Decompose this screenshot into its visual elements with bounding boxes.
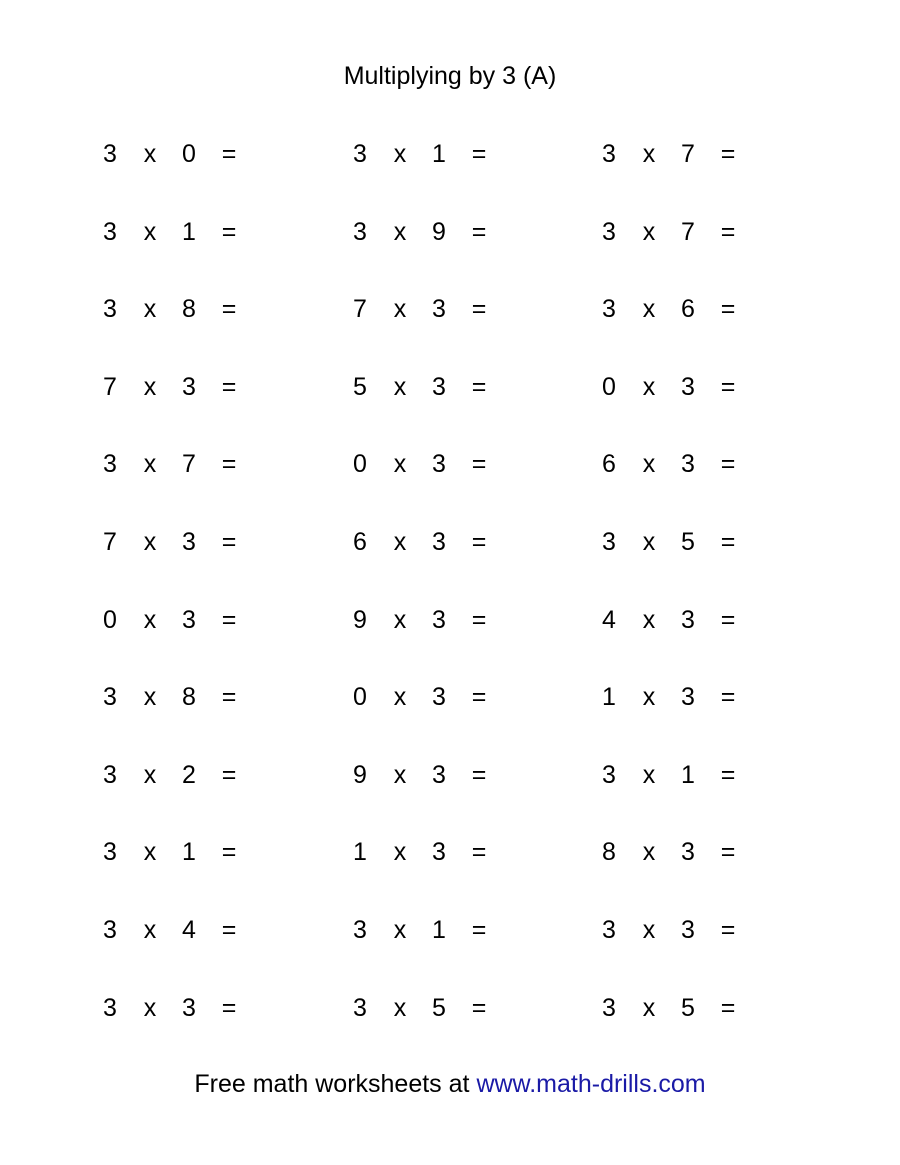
equals-sign: = bbox=[720, 295, 736, 324]
first-operand: 6 bbox=[602, 450, 616, 479]
first-operand: 7 bbox=[103, 528, 117, 556]
equals-sign: = bbox=[720, 217, 736, 246]
footer-text: Free math worksheets at bbox=[194, 1070, 470, 1098]
equals-sign: = bbox=[471, 838, 487, 867]
second-operand: 7 bbox=[681, 140, 695, 168]
equals-sign: = bbox=[471, 372, 487, 401]
equals-sign: = bbox=[221, 295, 237, 324]
equals-sign: = bbox=[221, 760, 237, 789]
multiply-sign: x bbox=[393, 838, 407, 867]
equals-sign: = bbox=[720, 372, 736, 401]
second-operand: 3 bbox=[182, 528, 196, 556]
first-operand: 6 bbox=[353, 528, 367, 556]
multiply-sign: x bbox=[642, 993, 656, 1022]
second-operand: 3 bbox=[182, 993, 196, 1022]
first-operand: 3 bbox=[602, 760, 616, 789]
first-operand: 5 bbox=[353, 372, 367, 401]
second-operand: 3 bbox=[681, 372, 695, 401]
first-operand: 0 bbox=[353, 450, 367, 479]
second-operand: 1 bbox=[432, 140, 446, 168]
first-operand: 3 bbox=[602, 916, 616, 944]
equals-sign: = bbox=[720, 760, 736, 789]
multiply-sign: x bbox=[393, 372, 407, 401]
multiply-sign: x bbox=[642, 916, 656, 944]
equals-sign: = bbox=[221, 140, 237, 168]
multiply-sign: x bbox=[642, 295, 656, 324]
worksheet-title: Multiplying by 3 (A) bbox=[343, 62, 557, 90]
equals-sign: = bbox=[221, 605, 237, 634]
first-operand: 3 bbox=[353, 993, 367, 1022]
math-drills-link[interactable]: www.math-drills.com bbox=[476, 1070, 706, 1098]
multiply-sign: x bbox=[393, 760, 407, 789]
second-operand: 2 bbox=[182, 760, 196, 789]
second-operand: 3 bbox=[432, 683, 446, 712]
multiply-sign: x bbox=[393, 528, 407, 556]
second-operand: 0 bbox=[182, 140, 196, 168]
equals-sign: = bbox=[720, 683, 736, 712]
equals-sign: = bbox=[471, 916, 487, 944]
second-operand: 7 bbox=[182, 450, 196, 479]
multiply-sign: x bbox=[143, 993, 157, 1022]
second-operand: 3 bbox=[432, 450, 446, 479]
second-operand: 3 bbox=[681, 916, 695, 944]
equals-sign: = bbox=[221, 372, 237, 401]
first-operand: 0 bbox=[602, 372, 616, 401]
equals-sign: = bbox=[221, 683, 237, 712]
multiply-sign: x bbox=[143, 140, 157, 168]
equals-sign: = bbox=[720, 528, 736, 556]
first-operand: 1 bbox=[602, 683, 616, 712]
second-operand: 8 bbox=[182, 295, 196, 324]
multiply-sign: x bbox=[393, 295, 407, 324]
equals-sign: = bbox=[221, 528, 237, 556]
multiply-sign: x bbox=[393, 993, 407, 1022]
first-operand: 9 bbox=[353, 605, 367, 634]
equals-sign: = bbox=[720, 140, 736, 168]
equals-sign: = bbox=[471, 450, 487, 479]
second-operand: 7 bbox=[681, 217, 695, 246]
multiply-sign: x bbox=[642, 528, 656, 556]
multiply-sign: x bbox=[642, 838, 656, 867]
second-operand: 1 bbox=[182, 838, 196, 867]
equals-sign: = bbox=[221, 993, 237, 1022]
multiply-sign: x bbox=[642, 605, 656, 634]
second-operand: 3 bbox=[681, 683, 695, 712]
second-operand: 1 bbox=[182, 217, 196, 246]
second-operand: 3 bbox=[432, 295, 446, 324]
equals-sign: = bbox=[471, 217, 487, 246]
multiply-sign: x bbox=[393, 450, 407, 479]
multiply-sign: x bbox=[642, 217, 656, 246]
equals-sign: = bbox=[471, 683, 487, 712]
first-operand: 3 bbox=[602, 295, 616, 324]
second-operand: 1 bbox=[432, 916, 446, 944]
first-operand: 3 bbox=[103, 916, 117, 944]
second-operand: 4 bbox=[182, 916, 196, 944]
problem-grid bbox=[0, 132, 900, 1062]
first-operand: 3 bbox=[353, 916, 367, 944]
first-operand: 0 bbox=[103, 605, 117, 634]
first-operand: 3 bbox=[103, 683, 117, 712]
equals-sign: = bbox=[471, 295, 487, 324]
equals-sign: = bbox=[471, 760, 487, 789]
footer bbox=[0, 1066, 900, 1102]
second-operand: 6 bbox=[681, 295, 695, 324]
multiply-sign: x bbox=[143, 295, 157, 324]
second-operand: 8 bbox=[182, 683, 196, 712]
second-operand: 3 bbox=[182, 372, 196, 401]
first-operand: 0 bbox=[353, 683, 367, 712]
equals-sign: = bbox=[221, 450, 237, 479]
first-operand: 3 bbox=[602, 217, 616, 246]
first-operand: 3 bbox=[602, 528, 616, 556]
first-operand: 8 bbox=[602, 838, 616, 867]
multiply-sign: x bbox=[143, 916, 157, 944]
multiply-sign: x bbox=[642, 372, 656, 401]
multiply-sign: x bbox=[642, 760, 656, 789]
multiply-sign: x bbox=[143, 760, 157, 789]
second-operand: 1 bbox=[681, 760, 695, 789]
second-operand: 9 bbox=[432, 217, 446, 246]
first-operand: 3 bbox=[353, 217, 367, 246]
equals-sign: = bbox=[221, 916, 237, 944]
multiply-sign: x bbox=[642, 683, 656, 712]
first-operand: 4 bbox=[602, 605, 616, 634]
equals-sign: = bbox=[471, 528, 487, 556]
second-operand: 3 bbox=[681, 450, 695, 479]
equals-sign: = bbox=[471, 140, 487, 168]
first-operand: 3 bbox=[103, 760, 117, 789]
second-operand: 3 bbox=[432, 528, 446, 556]
first-operand: 3 bbox=[353, 140, 367, 168]
multiply-sign: x bbox=[393, 605, 407, 634]
equals-sign: = bbox=[471, 605, 487, 634]
multiply-sign: x bbox=[393, 140, 407, 168]
second-operand: 3 bbox=[432, 372, 446, 401]
multiply-sign: x bbox=[143, 683, 157, 712]
multiply-sign: x bbox=[393, 217, 407, 246]
multiply-sign: x bbox=[642, 140, 656, 168]
second-operand: 3 bbox=[432, 838, 446, 867]
equals-sign: = bbox=[720, 993, 736, 1022]
second-operand: 5 bbox=[432, 993, 446, 1022]
multiply-sign: x bbox=[143, 372, 157, 401]
first-operand: 3 bbox=[103, 217, 117, 246]
equals-sign: = bbox=[720, 838, 736, 867]
equals-sign: = bbox=[221, 217, 237, 246]
first-operand: 3 bbox=[103, 838, 117, 867]
second-operand: 3 bbox=[432, 760, 446, 789]
multiply-sign: x bbox=[143, 450, 157, 479]
first-operand: 3 bbox=[602, 140, 616, 168]
equals-sign: = bbox=[471, 993, 487, 1022]
multiply-sign: x bbox=[143, 605, 157, 634]
second-operand: 3 bbox=[681, 838, 695, 867]
multiply-sign: x bbox=[393, 683, 407, 712]
first-operand: 1 bbox=[353, 838, 367, 867]
first-operand: 7 bbox=[103, 372, 117, 401]
second-operand: 5 bbox=[681, 528, 695, 556]
first-operand: 7 bbox=[353, 295, 367, 324]
second-operand: 3 bbox=[432, 605, 446, 634]
first-operand: 3 bbox=[103, 450, 117, 479]
second-operand: 3 bbox=[681, 605, 695, 634]
first-operand: 3 bbox=[103, 295, 117, 324]
multiply-sign: x bbox=[642, 450, 656, 479]
multiply-sign: x bbox=[143, 528, 157, 556]
multiply-sign: x bbox=[143, 838, 157, 867]
first-operand: 3 bbox=[602, 993, 616, 1022]
multiply-sign: x bbox=[393, 916, 407, 944]
equals-sign: = bbox=[221, 838, 237, 867]
multiply-sign: x bbox=[143, 217, 157, 246]
second-operand: 5 bbox=[681, 993, 695, 1022]
second-operand: 3 bbox=[182, 605, 196, 634]
equals-sign: = bbox=[720, 450, 736, 479]
first-operand: 9 bbox=[353, 760, 367, 789]
first-operand: 3 bbox=[103, 140, 117, 168]
equals-sign: = bbox=[720, 605, 736, 634]
equals-sign: = bbox=[720, 916, 736, 944]
first-operand: 3 bbox=[103, 993, 117, 1022]
